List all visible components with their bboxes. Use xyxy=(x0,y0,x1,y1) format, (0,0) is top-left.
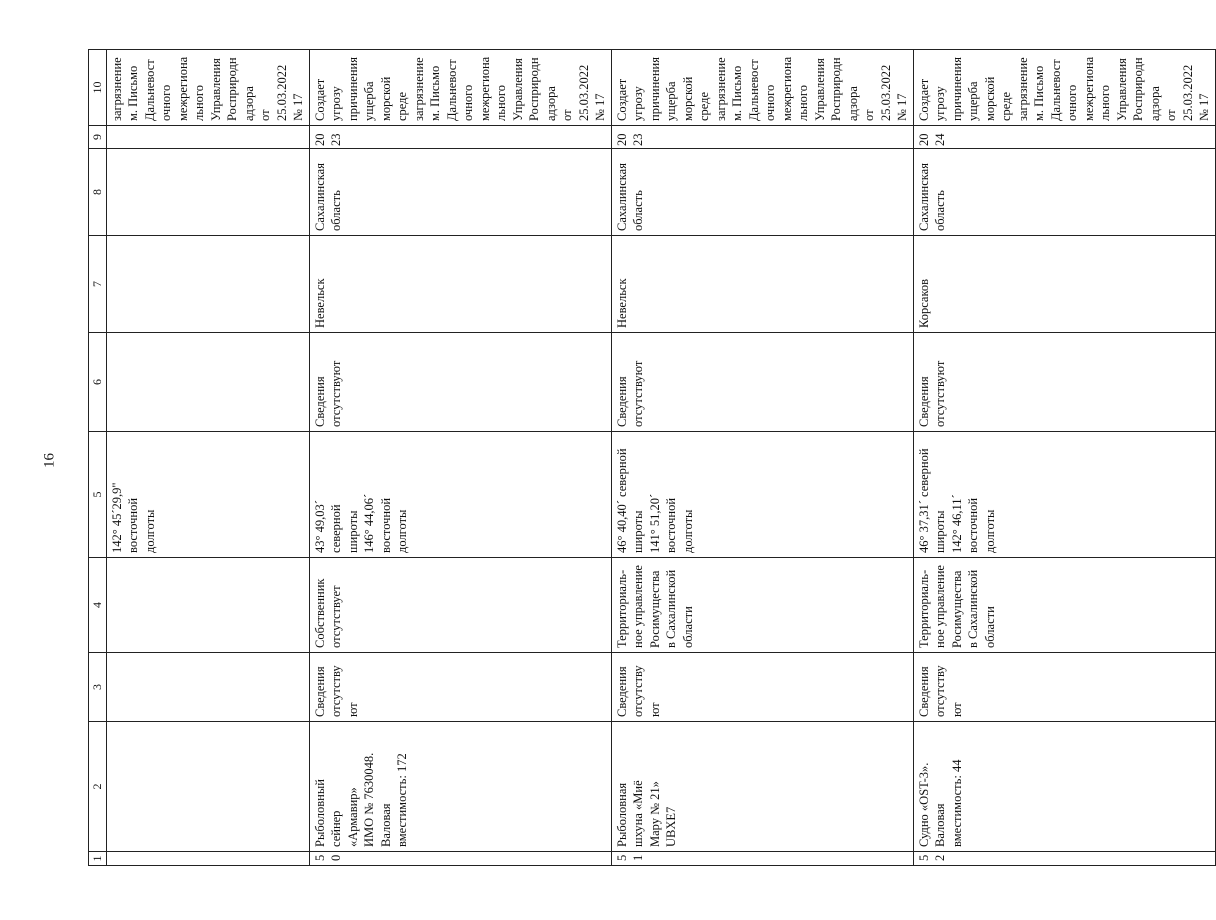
table-cell: Сведения отсутствуют xyxy=(309,333,611,432)
location-cell: Невельск xyxy=(611,236,913,333)
header-cell: 7 xyxy=(89,236,107,333)
header-row xyxy=(89,50,107,866)
row-number: 52 xyxy=(913,852,1215,866)
table-cell xyxy=(106,722,309,852)
table-cell: Сведения отсутствуют xyxy=(611,333,913,432)
table-row xyxy=(309,50,611,866)
header-cell: 9 xyxy=(89,126,107,149)
coordinates-cell: 43° 49,03´ северной широты 146° 44,06´ восточной долготы xyxy=(309,432,611,558)
table-cell xyxy=(106,653,309,722)
row-number: 50 xyxy=(309,852,611,866)
header-cell: 4 xyxy=(89,558,107,653)
coordinates-cell: 46° 40,40´ северной широты 141° 51,20´ восточной долготы xyxy=(611,432,913,558)
page-number: 16 xyxy=(41,453,58,468)
reason-cell: Создает угрозу причинения ущерба морской среде загрязнением. Письмо Дальневосточного межрегионального Управления Росприроднадзора от 25.03.2022 № 17 xyxy=(611,50,913,126)
table-cell: Сведения отсутствуют xyxy=(611,653,913,722)
table-cell xyxy=(106,236,309,333)
table-cell: 142° 45´29,9" восточной долготы xyxy=(106,432,309,558)
table-cell: Сведения отсутствуют xyxy=(913,333,1215,432)
continuation-row xyxy=(106,50,309,866)
header-cell: 10 xyxy=(89,50,107,126)
year-cell: 2023 xyxy=(611,126,913,149)
location-cell: Корсаков xyxy=(913,236,1215,333)
coordinates-cell: 46° 37,31´ северной широты 142° 46,11´ восточной долготы xyxy=(913,432,1215,558)
header-cell: 6 xyxy=(89,333,107,432)
table-cell xyxy=(106,126,309,149)
reason-cell: Создает угрозу причинения ущерба морской среде загрязнением. Письмо Дальневосточного межрегионального Управления Росприроднадзора от 25.03.2022 № 17 xyxy=(309,50,611,126)
header-cell: 3 xyxy=(89,653,107,722)
table-cell xyxy=(106,149,309,236)
table-cell: Сведения отсутствуют xyxy=(913,653,1215,722)
region-cell: Сахалинская область xyxy=(309,149,611,236)
year-cell: 2023 xyxy=(309,126,611,149)
header-cell: 2 xyxy=(89,722,107,852)
table-cell xyxy=(106,852,309,866)
owner-cell: Территориаль- ное управление Росимущества в Сахалинской области xyxy=(913,558,1215,653)
table-cell xyxy=(106,333,309,432)
header-cell: 5 xyxy=(89,432,107,558)
row-number: 51 xyxy=(611,852,913,866)
owner-cell: Территориаль- ное управление Росимущества в Сахалинской области xyxy=(611,558,913,653)
owner-cell: Собственник отсутствует xyxy=(309,558,611,653)
table-cell: загрязнением. Письмо Дальневосточного межрегионального Управления Росприроднадзора от 25.03.2022 № 17 xyxy=(106,50,309,126)
table-cell xyxy=(106,558,309,653)
rotated-table-container xyxy=(88,50,1211,866)
location-cell: Невельск xyxy=(309,236,611,333)
table-row xyxy=(913,50,1215,866)
vessel-name: Судно «OST-3». Валовая вместимость: 44 xyxy=(913,722,1215,852)
reason-cell: Создает угрозу причинения ущерба морской среде загрязнением. Письмо Дальневосточного межрегионального Управления Росприроднадзора от 25.03.2022 № 17 xyxy=(913,50,1215,126)
region-cell: Сахалинская область xyxy=(611,149,913,236)
table-cell: Сведения отсутствуют xyxy=(309,653,611,722)
year-cell: 2024 xyxy=(913,126,1215,149)
header-cell: 1 xyxy=(89,852,107,866)
header-cell: 8 xyxy=(89,149,107,236)
vessel-name: Рыболовная шхуна «Миё Мару № 21» UBXE7 xyxy=(611,722,913,852)
vessel-table xyxy=(88,49,1216,866)
table-row xyxy=(611,50,913,866)
vessel-name: Рыболовный сейнер «Армавир» ИМО № 7630048. Валовая вместимость: 172 xyxy=(309,722,611,852)
region-cell: Сахалинская область xyxy=(913,149,1215,236)
